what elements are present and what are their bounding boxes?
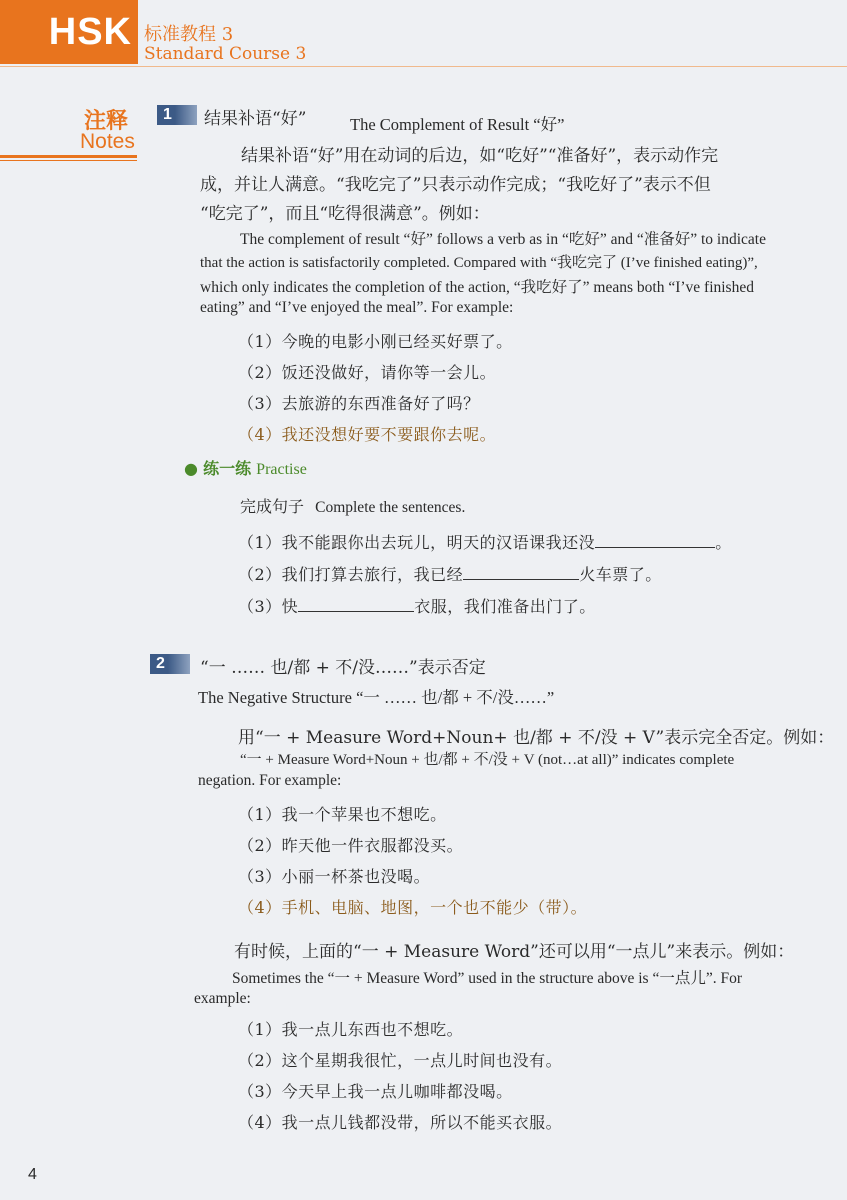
instruction-en: Complete the sentences.: [315, 499, 466, 516]
example-sentence: （3）小丽一杯茶也没喝。: [238, 867, 431, 886]
explanation-cn-line: 成，并让人满意。“我吃完了”只表示动作完成；“我吃好了”表示不但: [200, 175, 711, 195]
fill-in-blank[interactable]: [463, 565, 579, 580]
explanation-en-line: negation. For example:: [198, 772, 342, 789]
practise-item: （3）快 衣服，我们准备出门了。: [238, 597, 596, 616]
example-sentence: （4）手机、电脑、地图，一个也不能少（带）。: [238, 898, 588, 917]
explanation-cn-line: 用“一 + Measure Word+Noun+ 也/都 + 不/没 + V”表示完全否定。例如：: [238, 728, 835, 748]
example-sentence: （2）饭还没做好，请你等一会儿。: [238, 363, 497, 382]
practise-item: （1）我不能跟你出去玩儿，明天的汉语课我还没 。: [238, 533, 732, 552]
explanation-en-line: that the action is satisfactorily completed. Compared with “我吃完了 (I’ve finished eating)”,: [200, 255, 758, 271]
header-divider: [0, 66, 847, 67]
example-sentence: （1）今晚的电影小刚已经买好票了。: [238, 332, 513, 351]
example-sentence: （3）今天早上我一点儿咖啡都没喝。: [238, 1082, 513, 1101]
section-heading-cn: 结果补语“好”: [204, 109, 307, 129]
example-sentence: （3）去旅游的东西准备好了吗？: [238, 394, 480, 413]
hsk-logo: HSK: [0, 0, 138, 64]
section-heading-en: The Complement of Result “好”: [350, 115, 565, 134]
bullet-icon: ●: [184, 459, 198, 478]
section-number-badge: 1: [157, 105, 197, 125]
explanation-cn-line: 结果补语“好”用在动词的后边，如“吃好”“准备好”，表示动作完: [241, 146, 719, 166]
explanation-en-line: Sometimes the “一 + Measure Word” used in the structure above is “一点儿”. For: [232, 970, 742, 987]
example-sentence: （2）昨天他一件衣服都没买。: [238, 836, 464, 855]
section-number-badge: 2: [150, 654, 190, 674]
notes-label-cn: 注释: [84, 108, 129, 134]
instruction-cn: 完成句子: [240, 497, 305, 516]
explanation-en-line: The complement of result “好” follows a verb as in “吃好” and “准备好” to indicate: [240, 231, 766, 248]
example-sentence: （1）我一点儿东西也不想吃。: [238, 1020, 464, 1039]
fill-in-blank[interactable]: [595, 533, 715, 548]
practise-item: （2）我们打算去旅行，我已经 火车票了。: [238, 565, 662, 584]
section-heading-cn: “一 …… 也/都 + 不/没……”表示否定: [200, 658, 486, 678]
notes-label-en: Notes: [80, 130, 135, 153]
header-title-cn: 标准教程 3: [144, 24, 234, 45]
section-heading-en: The Negative Structure “一 …… 也/都 + 不/没……”: [198, 688, 555, 707]
explanation-en-line: example:: [194, 990, 251, 1007]
explanation-en-line: which only indicates the completion of the action, “我吃好了” means both “I’ve finished: [200, 279, 754, 296]
practise-label-cn: 练一练: [203, 459, 252, 478]
practise-heading: [184, 456, 307, 479]
header-title-en: Standard Course 3: [144, 44, 307, 64]
example-sentence: （2）这个星期我很忙，一点儿时间也没有。: [238, 1051, 563, 1070]
notes-divider-thin: [0, 160, 137, 161]
explanation-en-line: eating” and “I’ve enjoyed the meal”. For example:: [200, 299, 514, 316]
notes-divider: [0, 155, 137, 158]
practise-instruction: [240, 494, 465, 517]
practise-label-en: Practise: [256, 461, 307, 478]
page-number: 4: [28, 1166, 37, 1183]
example-sentence: （4）我还没想好要不要跟你去呢。: [238, 425, 497, 444]
fill-in-blank[interactable]: [298, 597, 414, 612]
explanation-cn-line: 有时候，上面的“一 + Measure Word”还可以用“一点儿”来表示。例如：: [234, 942, 795, 962]
example-sentence: （1）我一个苹果也不想吃。: [238, 805, 447, 824]
example-sentence: （4）我一点儿钱都没带，所以不能买衣服。: [238, 1113, 563, 1132]
explanation-cn-line: “吃完了”，而且“吃得很满意”。例如：: [200, 204, 490, 224]
explanation-en-line: “一 + Measure Word+Noun + 也/都 + 不/没 + V (not…at all)” indicates complete: [240, 752, 735, 768]
